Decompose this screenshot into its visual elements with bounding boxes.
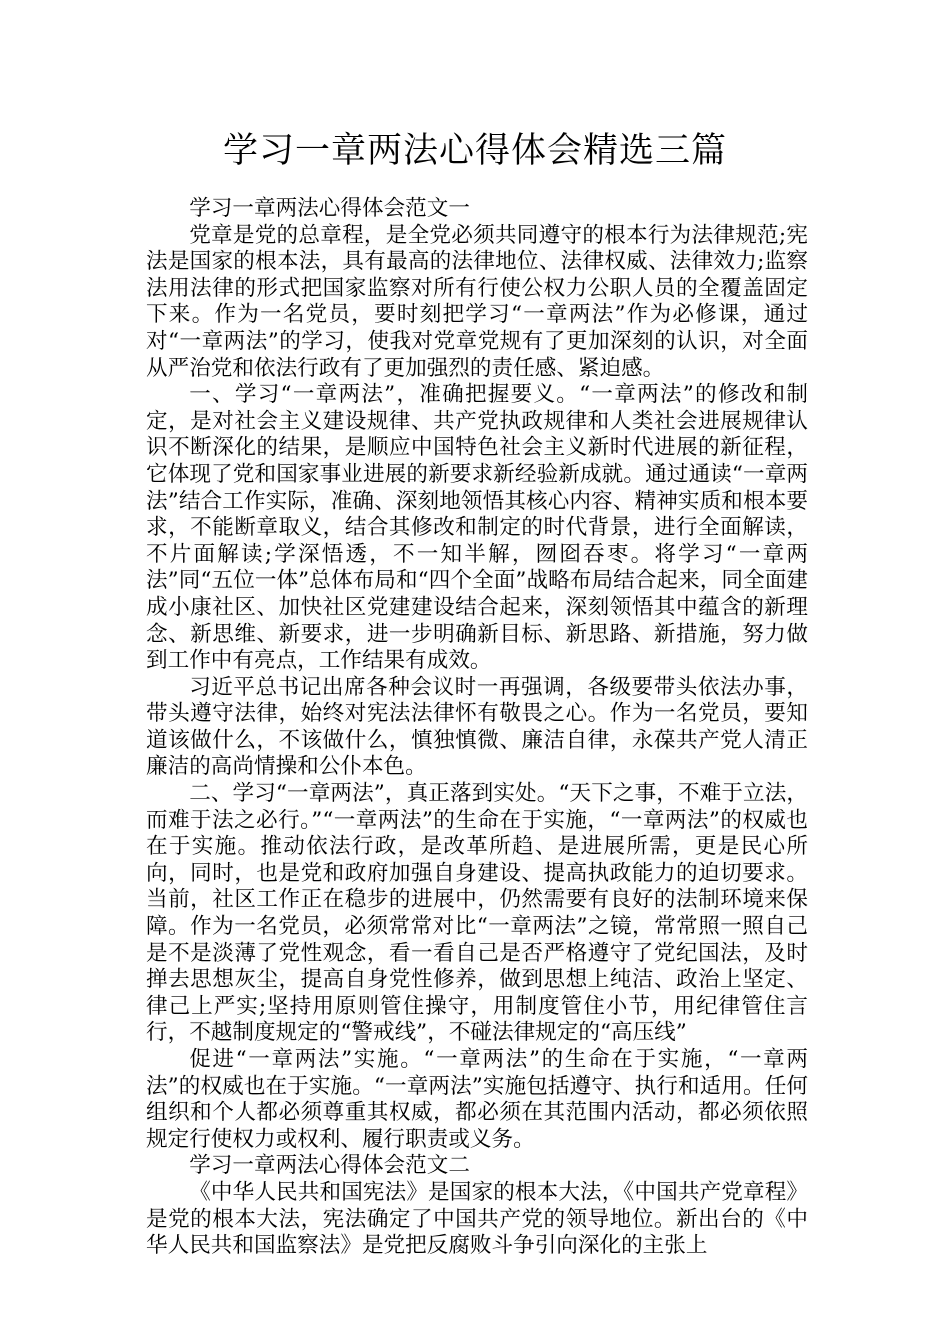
paragraph: 习近平总书记出席各种会议时一再强调，各级要带头依法办事，带头遵守法律，始终对宪法法律怀有敬畏之心。作为一名党员，要知道该做什么，不该做什么，慎独慎微、廉洁自律，永葆共产党人清正廉洁的高尚情操和公仆本色。 — [146, 674, 808, 780]
paragraph: 二、学习“一章两法”，真正落到实处。“天下之事，不难于立法，而难于法之必行。”“一章两法”的生命在于实施，“一章两法”的权威也在于实施。推动依法行政，是改革所趋、是进展所需，更是民心所向，同时，也是党和政府加强自身建设、提高执政能力的迫切要求。当前，社区工作正在稳步的进展中，仍然需要有良好的法制环境来保障。作为一名党员，必须常常对比“一章两法”之镜，常常照一照自己是不是淡薄了党性观念，看一看自己是否严格遵守了党纪国法，及时掸去思想灰尘，提高自身党性修养，做到思想上纯洁、政治上坚定、律己上严实;坚持用原则管住操守，用制度管住小节，用纪律管住言行，不越制度规定的“警戒线”，不碰法律规定的“高压线” — [146, 781, 808, 1046]
section-heading-1: 学习一章两法心得体会范文一 — [189, 196, 470, 221]
section-heading-2: 学习一章两法心得体会范文二 — [189, 1153, 470, 1179]
paragraph: 一、学习“一章两法”，准确把握要义。“一章两法”的修改和制定，是对社会主义建设规律、共产党执政规律和人类社会进展规律认识不断深化的结果，是顺应中国特色社会主义新时代进展的新征程，它体现了党和国家事业进展的新要求新经验新成就。通过通读“一章两法”结合工作实际，准确、深刻地领悟其核心内容、精神实质和根本要求，不能断章取义，结合其修改和制定的时代背景，进行全面解读，不片面解读;学深悟透，不一知半解，囫囵吞枣。将学习“一章两法”同“五位一体”总体布局和“四个全面”战略布局结合起来，同全面建成小康社区、加快社区党建建设结合起来，深刻领悟其中蕴含的新理念、新思维、新要求，进一步明确新目标、新思路、新措施，努力做到工作中有亮点，工作结果有成效。 — [146, 382, 808, 674]
paragraph: 促进“一章两法”实施。“一章两法”的生命在于实施，“一章两法”的权威也在于实施。“一章两法”实施包括遵守、执行和适用。任何组织和个人都必须尊重其权威，都必须在其范围内活动，都必须依照规定行使权力或权利、履行职责或义务。 — [146, 1047, 808, 1152]
paragraph: 党章是党的总章程，是全党必须共同遵守的根本行为法律规范;宪法是国家的根本法，具有最高的法律地位、法律权威、法律效力;监察法用法律的形式把国家监察对所有行使公权力公职人员的全覆盖固定下来。作为一名党员，要时刻把学习“一章两法”作为必修课，通过对“一章两法”的学习，使我对党章党规有了更加深刻的认识，对全面从严治党和依法行政有了更加强烈的责任感、紧迫感。 — [146, 222, 808, 381]
document-body — [146, 196, 808, 1260]
document-title: 学习一章两法心得体会精选三篇 — [222, 131, 727, 171]
paragraph: 《中华人民共和国宪法》是国家的根本大法，《中国共产党章程》是党的根本大法，宪法确定了中国共产党的领导地位。新出台的《中华人民共和国监察法》是党把反腐败斗争引向深化的主张上 — [146, 1179, 808, 1259]
